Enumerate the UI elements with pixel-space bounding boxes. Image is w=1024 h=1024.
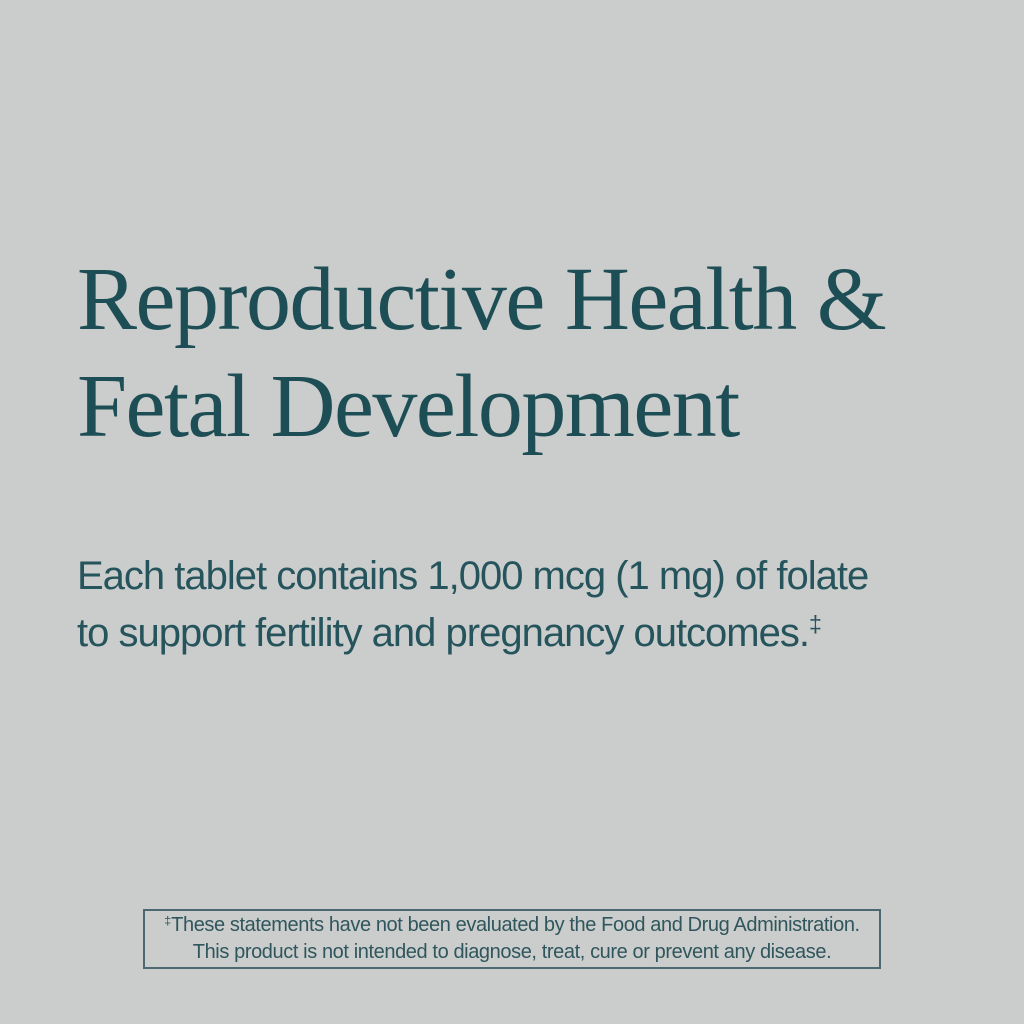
body-copy-line-2-text: to support fertility and pregnancy outcomes. [77,611,809,655]
footnote-marker: ‡ [808,611,822,637]
disclaimer-marker: ‡ [164,914,172,928]
headline-line-1: Reproductive Health & [77,250,886,349]
headline [77,246,885,460]
body-copy-line-1: Each tablet contains 1,000 mcg (1 mg) of folate [77,554,869,598]
headline-line-2: Fetal Development [77,357,739,456]
disclaimer-box [143,909,881,969]
body-copy-line-2 [77,605,868,662]
disclaimer-line-2: This product is not intended to diagnose, treat, cure or prevent any disease. [192,941,832,963]
disclaimer-line-1 [164,912,859,939]
disclaimer-line-1-text: These statements have not been evaluated by the Food and Drug Administration. [171,914,860,936]
body-copy [77,548,868,662]
